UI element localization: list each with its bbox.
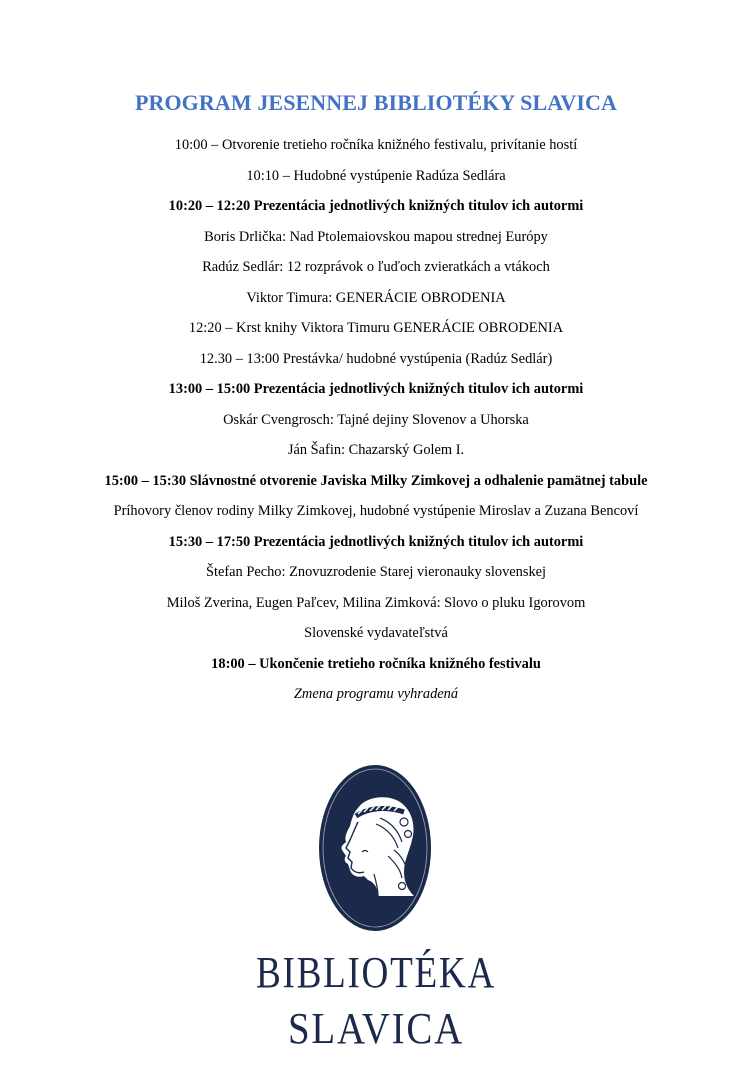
woman-profile-emblem-icon — [318, 764, 432, 932]
program-item: Príhovory členov rodiny Milky Zimkovej, hudobné vystúpenie Miroslav a Zuzana Bencoví — [113, 503, 639, 519]
logo-line-1: BIBLIOTÉKA — [256, 948, 496, 997]
program-item: Ján Šafin: Chazarský Golem I. — [287, 442, 465, 458]
program-item: Štefan Pecho: Znovuzrodenie Starej vieronauky slovenskej — [205, 564, 547, 580]
program-item: Viktor Timura: GENERÁCIE OBRODENIA — [246, 289, 506, 306]
program-item: 10:00 – Otvorenie tretieho ročníka knižného festivalu, privítanie hostí — [174, 137, 578, 153]
program-item: 12.30 – 13:00 Prestávka/ hudobné vystúpenia (Radúz Sedlár) — [199, 350, 553, 367]
program-item: Zmena programu vyhradená — [293, 686, 459, 702]
program-item: Radúz Sedlár: 12 rozprávok o ľuďoch zvieratkách a vtákoch — [202, 259, 550, 275]
program-item: Boris Drlička: Nad Ptolemaiovskou mapou strednej Európy — [204, 228, 548, 245]
program-item: 13:00 – 15:00 Prezentácia jednotlivých knižných titulov ich autormi — [168, 381, 584, 397]
program-item: Miloš Zverina, Eugen Paľcev, Milina Zimková: Slovo o pluku Igorovom — [166, 594, 586, 611]
program-item: Oskár Cvengrosch: Tajné dejiny Slovenov a Uhorska — [223, 411, 529, 428]
program-item: 12:20 – Krst knihy Viktora Timuru GENERÁCIE OBRODENIA — [188, 320, 564, 336]
program-item: Slovenské vydavateľstvá — [304, 625, 448, 641]
program-item: 10:10 – Hudobné vystúpenie Radúza Sedlára — [246, 167, 506, 184]
library-logo-wordmark — [250, 945, 502, 1055]
page-title: PROGRAM JESENNEJ BIBLIOTÉKY SLAVICA — [134, 90, 618, 115]
program-item: 18:00 – Ukončenie tretieho ročníka knižného festivalu — [211, 655, 541, 672]
program-item: 15:30 – 17:50 Prezentácia jednotlivých knižných titulov ich autormi — [168, 533, 584, 550]
program-item: 10:20 – 12:20 Prezentácia jednotlivých knižných titulov ich autormi — [168, 198, 584, 214]
program-list — [0, 130, 752, 710]
logo-line-2: SLAVICA — [288, 1004, 464, 1053]
program-item: 15:00 – 15:30 Slávnostné otvorenie Javiska Milky Zimkovej a odhalenie pamätnej tabule — [104, 472, 648, 489]
